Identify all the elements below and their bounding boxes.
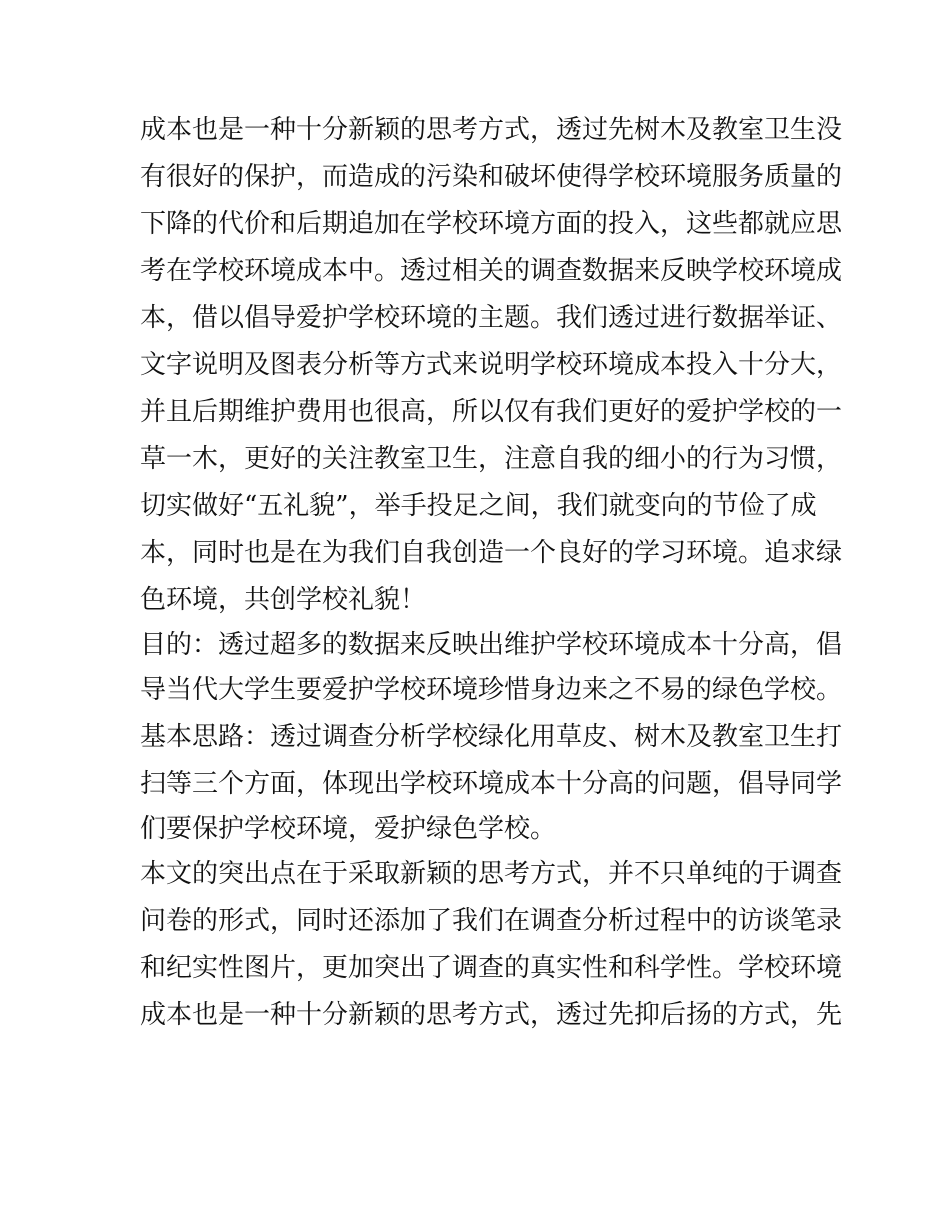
text-line: 草一木，更好的关注教室卫生，注意自我的细小的行为习惯， bbox=[140, 444, 843, 474]
text-line: 本，借以倡导爱护学校环境的主题。我们透过进行数据举证、 bbox=[140, 303, 843, 333]
text-line: 和纪实性图片，更加突出了调查的真实性和科学性。学校环境 bbox=[140, 953, 843, 983]
text-line: 基本思路：透过调查分析学校绿化用草皮、树木及教室卫生打 bbox=[140, 722, 843, 752]
text-line: 切实做好“五礼貌”，举手投足之间，我们就变向的节俭了成 bbox=[140, 491, 817, 521]
document-body bbox=[140, 107, 843, 1039]
text-line: 导当代大学生要爱护学校环境珍惜身边来之不易的绿色学校。 bbox=[140, 675, 843, 705]
text-line: 问卷的形式，同时还添加了我们在调查分析过程中的访谈笔录 bbox=[140, 906, 843, 936]
text-line: 有很好的保护，而造成的污染和破坏使得学校环境服务质量的 bbox=[140, 162, 843, 192]
text-line: 成本也是一种十分新颖的思考方式，透过先树木及教室卫生没 bbox=[140, 115, 843, 145]
text-line: 目的：透过超多的数据来反映出维护学校环境成本十分高，倡 bbox=[140, 630, 843, 660]
text-line: 并且后期维护费用也很高，所以仅有我们更好的爱护学校的一 bbox=[140, 397, 843, 427]
text-line: 们要保护学校环境，爱护绿色学校。 bbox=[140, 814, 557, 844]
text-line: 考在学校环境成本中。透过相关的调查数据来反映学校环境成 bbox=[140, 256, 843, 286]
text-line: 成本也是一种十分新颖的思考方式，透过先抑后扬的方式，先 bbox=[140, 1000, 843, 1030]
text-line: 文字说明及图表分析等方式来说明学校环境成本投入十分大， bbox=[140, 350, 843, 380]
text-line: 扫等三个方面，体现出学校环境成本十分高的问题，倡导同学 bbox=[140, 769, 843, 799]
text-line: 色环境，共创学校礼貌！ bbox=[140, 585, 427, 615]
text-line: 下降的代价和后期追加在学校环境方面的投入，这些都就应思 bbox=[140, 209, 843, 239]
text-line: 本文的突出点在于采取新颖的思考方式，并不只单纯的于调查 bbox=[140, 859, 843, 889]
text-line: 本，同时也是在为我们自我创造一个良好的学习环境。追求绿 bbox=[140, 538, 843, 568]
